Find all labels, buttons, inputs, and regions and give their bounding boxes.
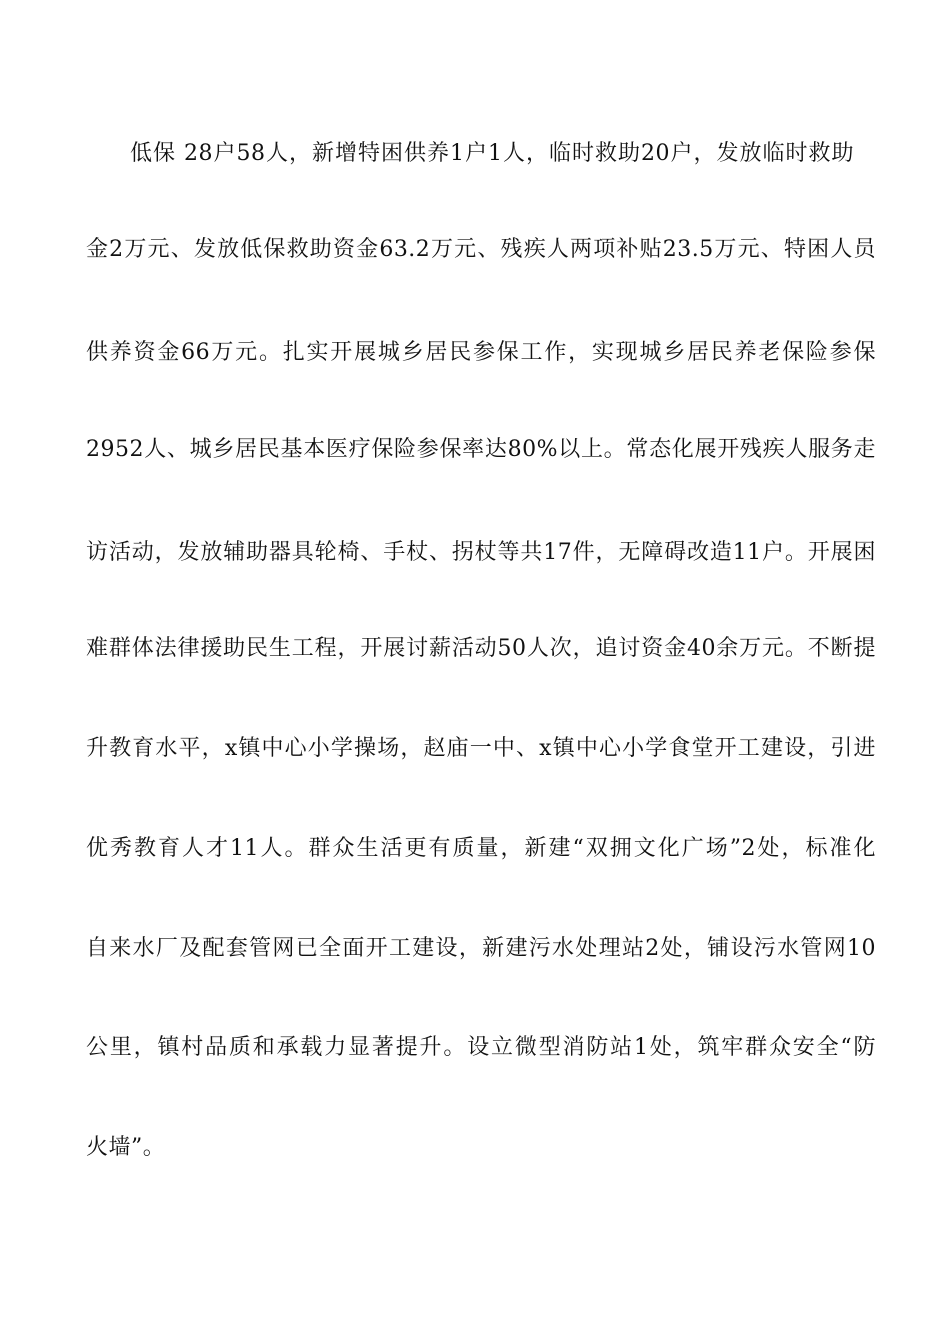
- paragraph-line: 低保 28户58人，新增特困供养1户1人，临时救助20户，发放临时救助: [130, 141, 854, 166]
- paragraph-line: 供养资金66万元。扎实开展城乡居民参保工作，实现城乡居民养老保险参保: [86, 340, 876, 365]
- paragraph-line: 自来水厂及配套管网已全面开工建设，新建污水处理站2处，铺设污水管网10: [86, 936, 876, 961]
- paragraph-line: 2952人、城乡居民基本医疗保险参保率达80%以上。常态化展开残疾人服务走: [86, 437, 876, 462]
- paragraph-line: 难群体法律援助民生工程，开展讨薪活动50人次，追讨资金40余万元。不断提: [86, 636, 876, 661]
- paragraph-line: 优秀教育人才11人。群众生活更有质量，新建“双拥文化广场”2处，标准化: [86, 836, 876, 861]
- paragraph-line: 升教育水平，x镇中心小学操场，赵庙一中、x镇中心小学食堂开工建设，引进: [86, 736, 876, 761]
- paragraph-line: 访活动，发放辅助器具轮椅、手杖、拐杖等共17件，无障碍改造11户。开展困: [86, 540, 876, 565]
- paragraph-line: 公里，镇村品质和承载力显著提升。设立微型消防站1处，筑牢群众安全“防: [86, 1035, 876, 1060]
- paragraph-line: 火墙”。: [86, 1135, 166, 1160]
- paragraph-line: 金2万元、发放低保救助资金63.2万元、残疾人两项补贴23.5万元、特困人员: [86, 237, 876, 262]
